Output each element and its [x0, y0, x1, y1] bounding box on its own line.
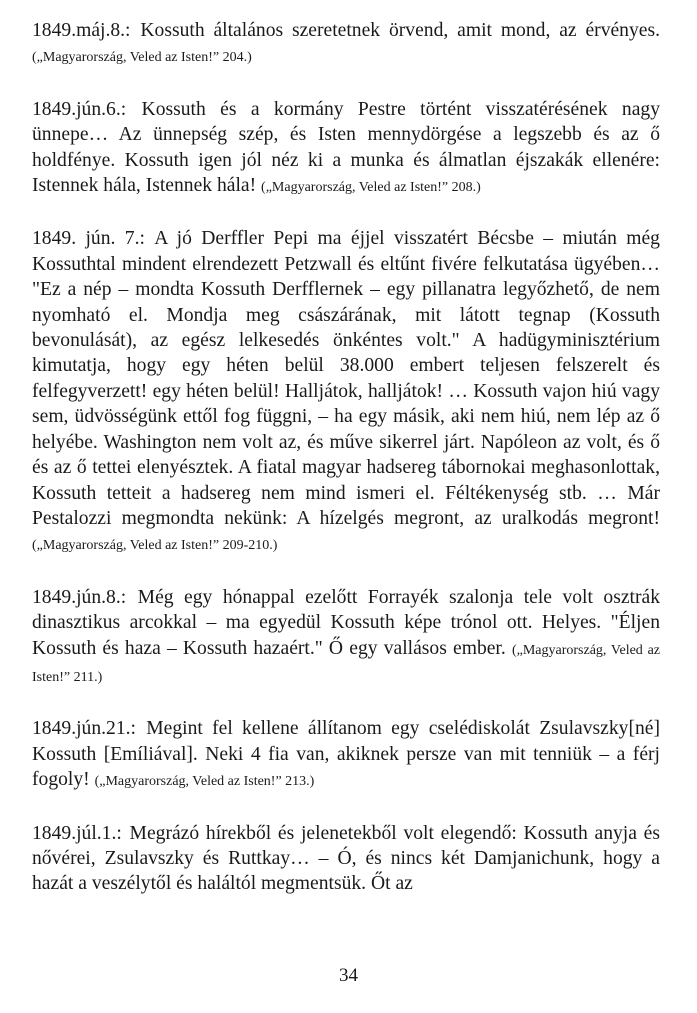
entry-citation: („Magyarország, Veled az Isten!” 209-210.): [32, 538, 278, 554]
diary-entry: [32, 821, 660, 897]
entry-date: 1849.jún.21.:: [32, 718, 136, 740]
entry-date: 1849.júl.1.:: [32, 822, 122, 844]
entry-date: 1849.jún.6.:: [32, 98, 127, 120]
diary-entry: [32, 18, 660, 71]
diary-entry: [32, 716, 660, 794]
entry-citation: („Magyarország, Veled az Isten!” 204.): [32, 50, 252, 66]
entry-citation: („Magyarország, Veled az Isten!” 213.): [94, 774, 315, 790]
entry-citation: („Magyarország, Veled az Isten!” 208.): [261, 180, 481, 196]
diary-entry: [32, 97, 660, 201]
document-page: [32, 18, 660, 897]
entry-text: Megrázó hírekből és jelenetekből volt elegendő: Kossuth anyja és nővérei, Zsulavszky és Ruttkay… – Ó, és nincs két Damjanichunk, hogy a hazát a veszélytől és haláltól megmentsük. Őt az: [32, 822, 660, 895]
entry-citation: („Magyarország, Veled az Isten!” 211.): [32, 642, 660, 685]
diary-entry: [32, 585, 660, 691]
entry-date: 1849.máj.8.:: [32, 20, 131, 41]
entry-text: Még egy hónappal ezelőtt Forrayék szalonja tele volt osztrák dinasztikus arcokkal – ma egyedül Kossuth képe trónol ott. Helyes. "Éljen Kossuth és haza – Kossuth hazaért." Ő egy vallásos ember.: [32, 586, 660, 659]
entry-text: Kossuth és a kormány Pestre történt visszatérésének nagy ünnepe… Az ünnepség szép, és Isten mennydörgése a legszebb és az ő holdfénye. Kossuth igen jól néz ki a munka és álmatlan éjszakák ellenére: Istennek hála, Istennek hála!: [32, 98, 660, 197]
entry-text: A jó Derffler Pepi ma éjjel visszatért Bécsbe – miután még Kossuthtal mindent elrendezett Petzwall és eltűnt fivére felkutatása ügyében… "Ez a nép – mondta Kossuth Derfflernek – egy pillanatra legyőzhető, de nem nyomható el. Mondja meg császárának, mit látott tegnap (Kossuth bevonulását), az egész lelkesedés önkéntes volt." A hadügyminisztérium kimutatja, hogy egy héten belül 38.000 embert teljesen felszerelt és felfegyverzett! egy héten belül! Halljátok, halljátok! … Kossuth vajon hiú vagy sem, üdvösségünk ettől fog függni, – ha egy másik, aki nem hiú, nem lép az ő helyébe. Washington nem volt az, és műve sikerrel járt. Napóleon az volt, és ő és az ő tettei elenyésztek. A fiatal magyar hadsereg tábornokai meghasonlottak, Kossuth tetteit a hadsereg nem mind ismeri el. Féltékenység stb. … Már Pestalozzi megmondta nekünk: A hízelgés megront, az uralkodás megront!: [32, 228, 660, 529]
entry-date: 1849.jún.8.:: [32, 586, 127, 608]
entry-text: Kossuth általános szeretetnek örvend, amit mond, az érvényes.: [131, 20, 660, 41]
entry-text: Megint fel kellene állítanom egy cselédiskolát Zsulavszky[né] Kossuth [Emíliával]. Neki 4 fia van, akiknek persze van mit tenniük – a férj fogoly!: [32, 718, 660, 791]
entry-date: 1849. jún. 7.:: [32, 228, 145, 250]
diary-entry: [32, 226, 660, 558]
page-number: 34: [339, 965, 358, 986]
